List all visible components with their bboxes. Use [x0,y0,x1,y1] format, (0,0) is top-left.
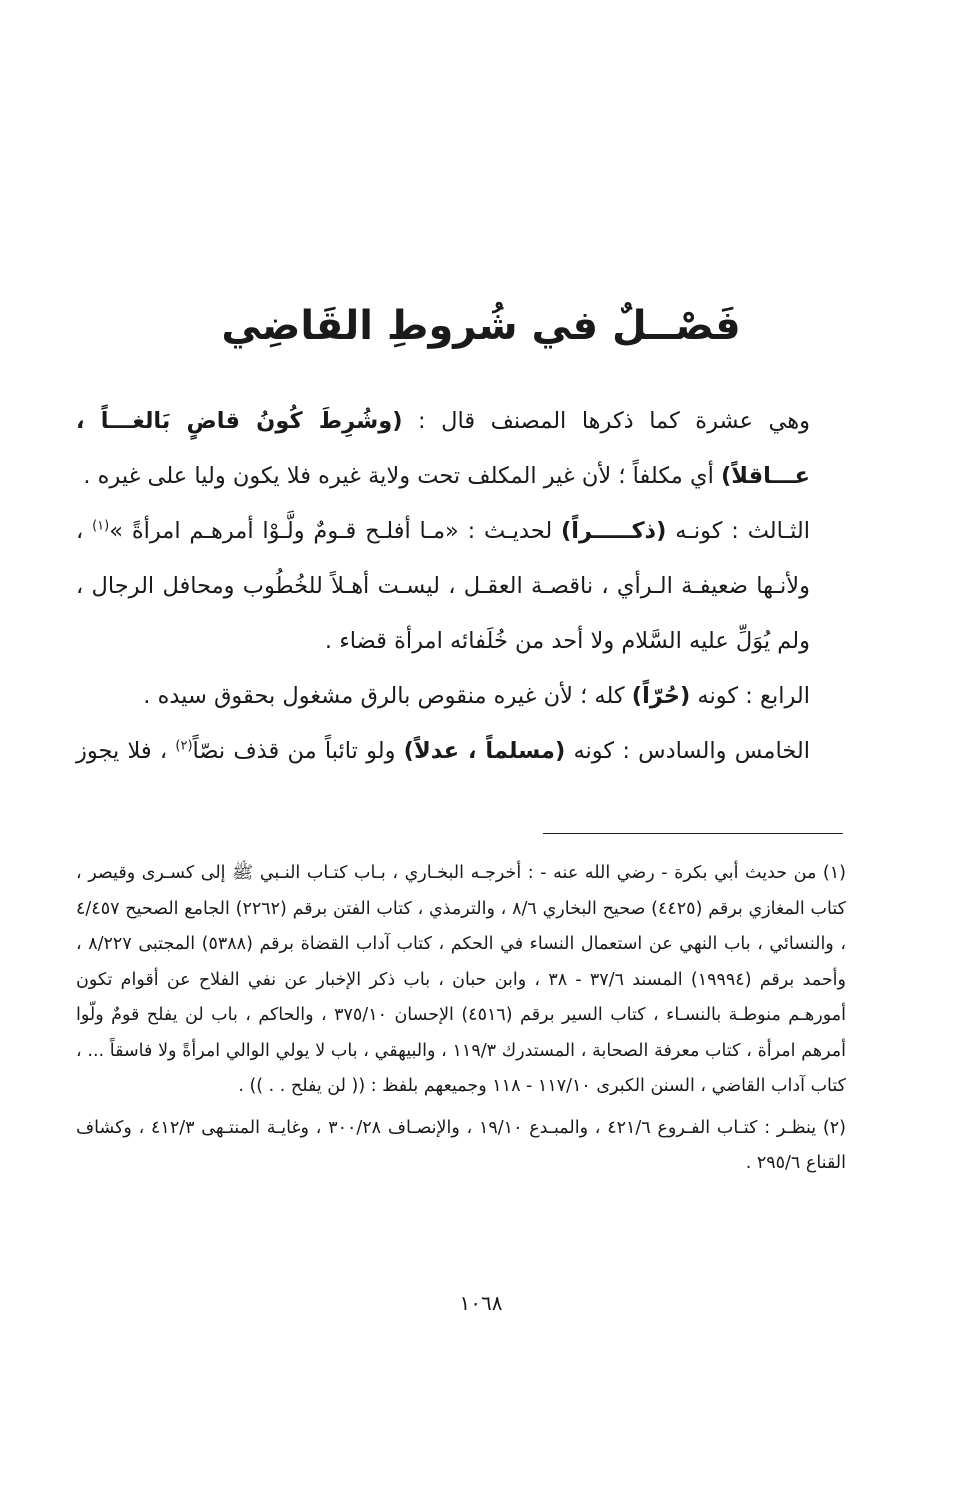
chapter-title: فَصْــلٌ في شُروطِ القَاضِي [221,303,741,349]
p3-text-a: الرابع : كونه [690,683,810,709]
paragraph-3 [76,669,846,724]
p4-text-a: الخامس والسادس : كونه [565,738,810,764]
footnote-separator [543,833,843,834]
p2-quote: (ذكـــــراً) [561,518,667,544]
footnote-2: (٢) ينظـر : كتـاب الفـروع ٤٢١/٦ ، والمبـدع ١٩/١٠ ، والإنصـاف ٣٠٠/٢٨ ، وغايـة المنتـهى ٤١٢/٣ ، وكشاف القناع ٢٩٥/٦ . [76,1117,846,1173]
p2-text-a: الثـالث : كونـه [666,518,810,544]
paragraph-4 [76,724,846,779]
footnote-ref-2[interactable]: (٢) [175,738,193,754]
page-number: ١٠٦٨ [459,1291,503,1315]
paragraph-1 [76,394,846,504]
p2-text-d: ، ولأنـها ضعيفـة الـرأي ، ناقصـة العقـل ، ليسـت أهـلاً للخُطُوب ومحافل الرجال ، ولم يُوَلِّ عليه السَّلام ولا أحد من خُلَفائه امرأة قضاء . [76,518,810,654]
main-text [76,394,846,779]
p4-text-d: ، فلا يجوز [76,738,176,764]
p1-quote: (وشُرِطَ كُونُ قاضٍ بَالغـــاً ، عـــاقلاً) [76,408,810,489]
p2-text-c: لحديـث : «مـا أفلـح قـومٌ ولَّـوْا أمرهـم امرأةً » [109,518,562,544]
p4-quote: (مسلماً ، عدلاً) [403,738,566,764]
p3-quote: (حُرّاً) [631,683,691,709]
p3-text-c: كله ؛ لأن غيره منقوص بالرق مشغول بحقوق سيده . [143,683,632,709]
p1-text-a: وهي عشرة كما ذكرها المصنف قال : [402,408,810,434]
paragraph-2 [76,504,846,669]
p4-text-c: ولو تائباً من قذف نصّاً [192,738,404,764]
footnotes [76,856,846,1182]
footnote-ref-1[interactable]: (١) [92,518,110,534]
p1-text-c: أي مكلفاً ؛ لأن غير المكلف تحت ولاية غيره فلا يكون وليا على غيره . [83,463,721,489]
footnote-1: (١) من حديث أبي بكرة - رضي الله عنه - : أخرجـه البخـاري ، بـاب كتـاب النـبي ﷺ إلى كسـرى وقيصر ، كتاب المغازي برقم (٤٤٢٥) صحيح البخاري ٨/٦ ، والترمذي ، كتاب الفتن برقم (٢٢٦٢) الجامع الصحيح ٤/٤٥٧ ، والنسائي ، باب النهي عن استعمال النساء في الحكم ، كتاب آداب القضاة برقم (٥٣٨٨) المجتبى ٨/٢٢٧ ، وأحمد برقم (١٩٩٩٤) المسند ٣٧/٦ - ٣٨ ، وابن حبان ، باب ذكر الإخبار عن نفي الفلاح عن أقوام تكون أمورهـم منوطـة بالنسـاء ، كتاب السير برقم (٤٥١٦) الإحسان ٣٧٥/١٠ ، والحاكم ، باب لن يفلح قومٌ ولّوا أمرهم امرأة ، كتاب معرفة الصحابة ، المستدرك ١١٩/٣ ، والبيهقي ، باب لا يولي الوالي امرأةً ولا فاسقاً ... ، كتاب آداب القاضي ، السنن الكبرى ١١٧/١٠ - ١١٨ وجميعهم بلفظ : (( لن يفلح . . )) . [76,863,846,1096]
